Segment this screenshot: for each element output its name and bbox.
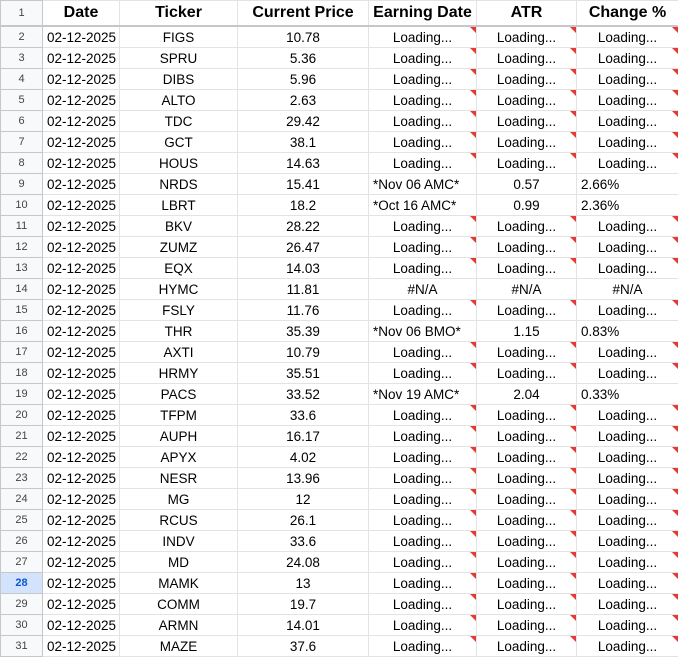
cell-earning-date[interactable]: Loading...	[369, 90, 477, 111]
cell-ticker[interactable]: AXTI	[120, 342, 238, 363]
cell-date[interactable]: 02-12-2025	[43, 26, 120, 48]
cell-current-price[interactable]: 29.42	[238, 111, 369, 132]
cell-ticker[interactable]: FIGS	[120, 26, 238, 48]
row-number[interactable]: 12	[1, 237, 43, 258]
cell-earning-date[interactable]: Loading...	[369, 531, 477, 552]
cell-atr[interactable]: Loading...	[477, 363, 577, 384]
cell-atr[interactable]: Loading...	[477, 132, 577, 153]
row-number[interactable]: 29	[1, 594, 43, 615]
cell-change-pct[interactable]: Loading...	[577, 69, 678, 90]
cell-current-price[interactable]: 13	[238, 573, 369, 594]
cell-ticker[interactable]: INDV	[120, 531, 238, 552]
cell-current-price[interactable]: 14.63	[238, 153, 369, 174]
cell-current-price[interactable]: 33.52	[238, 384, 369, 405]
cell-date[interactable]: 02-12-2025	[43, 69, 120, 90]
row-number[interactable]: 27	[1, 552, 43, 573]
cell-earning-date[interactable]: *Oct 16 AMC*	[369, 195, 477, 216]
table-row	[1, 405, 678, 426]
row-number[interactable]: 28	[1, 573, 43, 594]
row-number[interactable]: 23	[1, 468, 43, 489]
cell-earning-date[interactable]: Loading...	[369, 300, 477, 321]
row-number[interactable]: 21	[1, 426, 43, 447]
cell-atr[interactable]: Loading...	[477, 258, 577, 279]
cell-change-pct[interactable]: Loading...	[577, 153, 678, 174]
cell-date[interactable]: 02-12-2025	[43, 279, 120, 300]
cell-current-price[interactable]: 24.08	[238, 552, 369, 573]
cell-change-pct[interactable]: 2.66%	[577, 174, 678, 195]
cell-atr[interactable]: Loading...	[477, 510, 577, 531]
table-row	[1, 552, 678, 573]
cell-earning-date[interactable]: Loading...	[369, 447, 477, 468]
cell-ticker[interactable]: COMM	[120, 594, 238, 615]
row-number[interactable]: 13	[1, 258, 43, 279]
row-number[interactable]: 20	[1, 405, 43, 426]
cell-ticker[interactable]: APYX	[120, 447, 238, 468]
cell-atr[interactable]: Loading...	[477, 573, 577, 594]
cell-earning-date[interactable]: Loading...	[369, 405, 477, 426]
cell-atr[interactable]: Loading...	[477, 636, 577, 657]
table-row	[1, 636, 678, 657]
cell-ticker[interactable]: HRMY	[120, 363, 238, 384]
row-number[interactable]: 30	[1, 615, 43, 636]
header-row	[1, 1, 678, 27]
cell-earning-date[interactable]: Loading...	[369, 48, 477, 69]
cell-earning-date[interactable]: *Nov 19 AMC*	[369, 384, 477, 405]
cell-atr[interactable]: Loading...	[477, 111, 577, 132]
cell-date[interactable]: 02-12-2025	[43, 48, 120, 69]
row-number[interactable]: 5	[1, 90, 43, 111]
table-row	[1, 342, 678, 363]
cell-ticker[interactable]: SPRU	[120, 48, 238, 69]
table-row	[1, 258, 678, 279]
cell-date[interactable]: 02-12-2025	[43, 489, 120, 510]
cell-change-pct[interactable]: Loading...	[577, 216, 678, 237]
cell-current-price[interactable]: 35.51	[238, 363, 369, 384]
row-number[interactable]: 14	[1, 279, 43, 300]
cell-atr[interactable]: Loading...	[477, 531, 577, 552]
cell-ticker[interactable]: TDC	[120, 111, 238, 132]
cell-earning-date[interactable]: #N/A	[369, 279, 477, 300]
table-row	[1, 195, 678, 216]
cell-current-price[interactable]: 10.79	[238, 342, 369, 363]
cell-ticker[interactable]: MAMK	[120, 573, 238, 594]
table-row	[1, 510, 678, 531]
cell-ticker[interactable]: ZUMZ	[120, 237, 238, 258]
row-number[interactable]: 17	[1, 342, 43, 363]
cell-ticker[interactable]: HOUS	[120, 153, 238, 174]
header-date[interactable]: Date	[43, 1, 120, 27]
cell-earning-date[interactable]: Loading...	[369, 132, 477, 153]
cell-ticker[interactable]: GCT	[120, 132, 238, 153]
row-number[interactable]: 3	[1, 48, 43, 69]
cell-current-price[interactable]: 4.02	[238, 447, 369, 468]
row-number[interactable]: 7	[1, 132, 43, 153]
cell-ticker[interactable]: EQX	[120, 258, 238, 279]
cell-atr[interactable]: 0.57	[477, 174, 577, 195]
table-row	[1, 468, 678, 489]
cell-atr[interactable]: Loading...	[477, 426, 577, 447]
cell-atr[interactable]: Loading...	[477, 468, 577, 489]
cell-earning-date[interactable]: Loading...	[369, 573, 477, 594]
cell-atr[interactable]: 0.99	[477, 195, 577, 216]
cell-current-price[interactable]: 14.01	[238, 615, 369, 636]
table-row	[1, 384, 678, 405]
cell-date[interactable]: 02-12-2025	[43, 531, 120, 552]
table-row	[1, 237, 678, 258]
header-current-price[interactable]: Current Price	[238, 1, 369, 27]
cell-ticker[interactable]: BKV	[120, 216, 238, 237]
row-number[interactable]: 22	[1, 447, 43, 468]
cell-atr[interactable]: Loading...	[477, 216, 577, 237]
cell-change-pct[interactable]: Loading...	[577, 447, 678, 468]
table-row	[1, 48, 678, 69]
row-number[interactable]: 9	[1, 174, 43, 195]
cell-atr[interactable]: Loading...	[477, 300, 577, 321]
cell-date[interactable]: 02-12-2025	[43, 615, 120, 636]
cell-current-price[interactable]: 18.2	[238, 195, 369, 216]
cell-ticker[interactable]: THR	[120, 321, 238, 342]
cell-current-price[interactable]: 38.1	[238, 132, 369, 153]
cell-ticker[interactable]: HYMC	[120, 279, 238, 300]
cell-ticker[interactable]: DIBS	[120, 69, 238, 90]
header-change-pct[interactable]: Change %	[577, 1, 678, 27]
row-number[interactable]: 25	[1, 510, 43, 531]
cell-date[interactable]: 02-12-2025	[43, 447, 120, 468]
table-row	[1, 426, 678, 447]
table-row	[1, 363, 678, 384]
cell-ticker[interactable]: MD	[120, 552, 238, 573]
cell-ticker[interactable]: NESR	[120, 468, 238, 489]
cell-earning-date[interactable]: *Nov 06 AMC*	[369, 174, 477, 195]
header-atr[interactable]: ATR	[477, 1, 577, 27]
cell-change-pct[interactable]: Loading...	[577, 489, 678, 510]
cell-current-price[interactable]: 37.6	[238, 636, 369, 657]
cell-atr[interactable]: Loading...	[477, 594, 577, 615]
cell-date[interactable]: 02-12-2025	[43, 300, 120, 321]
cell-date[interactable]: 02-12-2025	[43, 552, 120, 573]
table-row	[1, 90, 678, 111]
row-number[interactable]: 4	[1, 69, 43, 90]
row-number[interactable]: 6	[1, 111, 43, 132]
cell-current-price[interactable]: 26.47	[238, 237, 369, 258]
cell-date[interactable]: 02-12-2025	[43, 321, 120, 342]
cell-current-price[interactable]: 5.36	[238, 48, 369, 69]
table-row	[1, 111, 678, 132]
cell-change-pct[interactable]: Loading...	[577, 636, 678, 657]
cell-change-pct[interactable]: Loading...	[577, 405, 678, 426]
cell-ticker[interactable]: AUPH	[120, 426, 238, 447]
cell-current-price[interactable]: 26.1	[238, 510, 369, 531]
cell-atr[interactable]: Loading...	[477, 552, 577, 573]
cell-atr[interactable]: Loading...	[477, 237, 577, 258]
cell-earning-date[interactable]: Loading...	[369, 153, 477, 174]
cell-earning-date[interactable]: Loading...	[369, 363, 477, 384]
table-row	[1, 216, 678, 237]
cell-earning-date[interactable]: Loading...	[369, 636, 477, 657]
cell-change-pct[interactable]: Loading...	[577, 342, 678, 363]
cell-atr[interactable]: Loading...	[477, 90, 577, 111]
cell-date[interactable]: 02-12-2025	[43, 174, 120, 195]
cell-current-price[interactable]: 33.6	[238, 405, 369, 426]
cell-change-pct[interactable]: 0.33%	[577, 384, 678, 405]
cell-earning-date[interactable]: Loading...	[369, 594, 477, 615]
table-row	[1, 489, 678, 510]
cell-change-pct[interactable]: Loading...	[577, 531, 678, 552]
cell-current-price[interactable]: 16.17	[238, 426, 369, 447]
cell-change-pct[interactable]: Loading...	[577, 237, 678, 258]
table-row	[1, 573, 678, 594]
cell-current-price[interactable]: 2.63	[238, 90, 369, 111]
cell-current-price[interactable]: 14.03	[238, 258, 369, 279]
table-row	[1, 531, 678, 552]
cell-current-price[interactable]: 35.39	[238, 321, 369, 342]
cell-current-price[interactable]: 11.81	[238, 279, 369, 300]
cell-ticker[interactable]: LBRT	[120, 195, 238, 216]
table-row	[1, 447, 678, 468]
cell-date[interactable]: 02-12-2025	[43, 510, 120, 531]
cell-date[interactable]: 02-12-2025	[43, 90, 120, 111]
cell-change-pct[interactable]: Loading...	[577, 300, 678, 321]
row-number[interactable]: 19	[1, 384, 43, 405]
cell-change-pct[interactable]: Loading...	[577, 111, 678, 132]
row-number[interactable]: 18	[1, 363, 43, 384]
cell-change-pct[interactable]: Loading...	[577, 510, 678, 531]
row-number[interactable]: 31	[1, 636, 43, 657]
cell-date[interactable]: 02-12-2025	[43, 426, 120, 447]
cell-ticker[interactable]: RCUS	[120, 510, 238, 531]
cell-change-pct[interactable]: Loading...	[577, 426, 678, 447]
cell-ticker[interactable]: ARMN	[120, 615, 238, 636]
row-number[interactable]: 26	[1, 531, 43, 552]
cell-earning-date[interactable]: Loading...	[369, 468, 477, 489]
cell-earning-date[interactable]: Loading...	[369, 216, 477, 237]
table-row	[1, 174, 678, 195]
cell-date[interactable]: 02-12-2025	[43, 342, 120, 363]
cell-date[interactable]: 02-12-2025	[43, 216, 120, 237]
cell-change-pct[interactable]: 2.36%	[577, 195, 678, 216]
table-row	[1, 300, 678, 321]
grid-body	[1, 1, 678, 657]
cell-atr[interactable]: Loading...	[477, 48, 577, 69]
row-number[interactable]: 8	[1, 153, 43, 174]
cell-ticker[interactable]: FSLY	[120, 300, 238, 321]
cell-change-pct[interactable]: Loading...	[577, 363, 678, 384]
cell-ticker[interactable]: ALTO	[120, 90, 238, 111]
cell-change-pct[interactable]: Loading...	[577, 573, 678, 594]
cell-earning-date[interactable]: Loading...	[369, 510, 477, 531]
cell-date[interactable]: 02-12-2025	[43, 195, 120, 216]
cell-atr[interactable]: Loading...	[477, 489, 577, 510]
cell-atr[interactable]: Loading...	[477, 342, 577, 363]
cell-date[interactable]: 02-12-2025	[43, 573, 120, 594]
header-ticker[interactable]: Ticker	[120, 1, 238, 27]
cell-date[interactable]: 02-12-2025	[43, 636, 120, 657]
cell-earning-date[interactable]: Loading...	[369, 237, 477, 258]
row-number[interactable]: 16	[1, 321, 43, 342]
cell-earning-date[interactable]: Loading...	[369, 552, 477, 573]
cell-change-pct[interactable]: Loading...	[577, 90, 678, 111]
cell-current-price[interactable]: 28.22	[238, 216, 369, 237]
cell-change-pct[interactable]: 0.83%	[577, 321, 678, 342]
cell-ticker[interactable]: MG	[120, 489, 238, 510]
table-row	[1, 615, 678, 636]
cell-current-price[interactable]: 19.7	[238, 594, 369, 615]
cell-current-price[interactable]: 15.41	[238, 174, 369, 195]
cell-date[interactable]: 02-12-2025	[43, 153, 120, 174]
cell-change-pct[interactable]: Loading...	[577, 552, 678, 573]
cell-date[interactable]: 02-12-2025	[43, 237, 120, 258]
cell-atr[interactable]: Loading...	[477, 69, 577, 90]
cell-atr[interactable]: 2.04	[477, 384, 577, 405]
row-number[interactable]: 24	[1, 489, 43, 510]
cell-earning-date[interactable]: Loading...	[369, 342, 477, 363]
table-row	[1, 69, 678, 90]
cell-current-price[interactable]: 13.96	[238, 468, 369, 489]
cell-atr[interactable]: Loading...	[477, 405, 577, 426]
row-number[interactable]: 1	[1, 1, 43, 27]
cell-ticker[interactable]: NRDS	[120, 174, 238, 195]
cell-atr[interactable]: #N/A	[477, 279, 577, 300]
table-row	[1, 279, 678, 300]
cell-current-price[interactable]: 10.78	[238, 26, 369, 48]
header-earning-date[interactable]: Earning Date	[369, 1, 477, 27]
cell-current-price[interactable]: 5.96	[238, 69, 369, 90]
cell-atr[interactable]: Loading...	[477, 447, 577, 468]
cell-ticker[interactable]: PACS	[120, 384, 238, 405]
cell-atr[interactable]: Loading...	[477, 615, 577, 636]
cell-earning-date[interactable]: Loading...	[369, 111, 477, 132]
cell-change-pct[interactable]: Loading...	[577, 468, 678, 489]
cell-earning-date[interactable]: Loading...	[369, 489, 477, 510]
cell-atr[interactable]: Loading...	[477, 26, 577, 48]
table-row	[1, 26, 678, 48]
table-row	[1, 594, 678, 615]
cell-current-price[interactable]: 12	[238, 489, 369, 510]
cell-date[interactable]: 02-12-2025	[43, 132, 120, 153]
cell-atr[interactable]: Loading...	[477, 153, 577, 174]
cell-change-pct[interactable]: Loading...	[577, 258, 678, 279]
cell-earning-date[interactable]: Loading...	[369, 615, 477, 636]
cell-change-pct[interactable]: Loading...	[577, 132, 678, 153]
cell-date[interactable]: 02-12-2025	[43, 468, 120, 489]
cell-ticker[interactable]: TFPM	[120, 405, 238, 426]
row-number[interactable]: 15	[1, 300, 43, 321]
cell-change-pct[interactable]: Loading...	[577, 615, 678, 636]
cell-date[interactable]: 02-12-2025	[43, 111, 120, 132]
cell-change-pct[interactable]: Loading...	[577, 26, 678, 48]
cell-change-pct[interactable]: Loading...	[577, 594, 678, 615]
table-row	[1, 132, 678, 153]
cell-date[interactable]: 02-12-2025	[43, 363, 120, 384]
row-number[interactable]: 11	[1, 216, 43, 237]
cell-date[interactable]: 02-12-2025	[43, 594, 120, 615]
cell-atr[interactable]: 1.15	[477, 321, 577, 342]
cell-date[interactable]: 02-12-2025	[43, 405, 120, 426]
cell-ticker[interactable]: MAZE	[120, 636, 238, 657]
cell-change-pct[interactable]: Loading...	[577, 48, 678, 69]
cell-earning-date[interactable]: Loading...	[369, 26, 477, 48]
table-row	[1, 321, 678, 342]
table-row	[1, 153, 678, 174]
cell-earning-date[interactable]: *Nov 06 BMO*	[369, 321, 477, 342]
cell-date[interactable]: 02-12-2025	[43, 258, 120, 279]
cell-earning-date[interactable]: Loading...	[369, 426, 477, 447]
cell-date[interactable]: 02-12-2025	[43, 384, 120, 405]
row-number[interactable]: 10	[1, 195, 43, 216]
row-number[interactable]: 2	[1, 26, 43, 48]
cell-current-price[interactable]: 11.76	[238, 300, 369, 321]
cell-current-price[interactable]: 33.6	[238, 531, 369, 552]
cell-earning-date[interactable]: Loading...	[369, 258, 477, 279]
cell-earning-date[interactable]: Loading...	[369, 69, 477, 90]
cell-change-pct[interactable]: #N/A	[577, 279, 678, 300]
